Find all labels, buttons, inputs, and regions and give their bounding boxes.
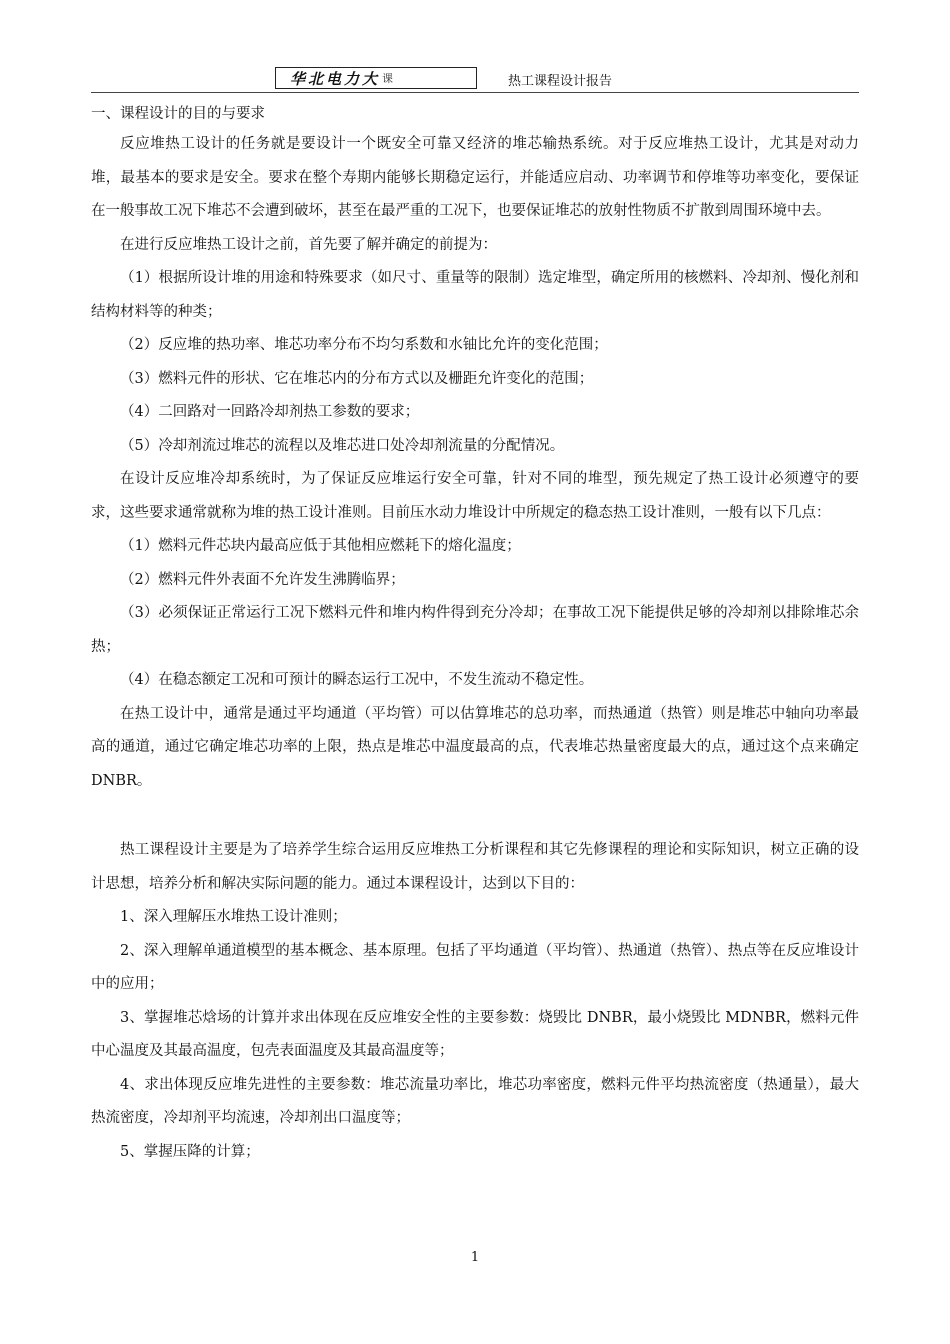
logo-text: 华北电力大: [290, 69, 381, 88]
list-item: 3、掌握堆芯焓场的计算并求出体现在反应堆安全性的主要参数：烧毁比 DNBR，最小烧毁比 MDNBR，燃料元件中心温度及其最高温度，包壳表面温度及其最高温度等；: [91, 1009, 859, 1059]
paragraph: 热工课程设计主要是为了培养学生综合运用反应堆热工分析课程和其它先修课程的理论和实际知识，树立正确的设计思想，培养分析和解决实际问题的能力。通过本课程设计，达到以下目的：: [91, 842, 859, 892]
paragraph: 在设计反应堆冷却系统时，为了保证反应堆运行安全可靠，针对不同的堆型，预先规定了热工设计必须遵守的要求，这些要求通常就称为堆的热工设计准则。目前压水动力堆设计中所规定的稳态热工设计准则，一般有以下几点：: [91, 471, 859, 521]
paragraph-gap: [91, 798, 859, 834]
list-item: （4）在稳态额定工况和可预计的瞬态运行工况中，不发生流动不稳定性。: [120, 672, 594, 688]
list-item: （1）燃料元件芯块内最高应低于其他相应燃耗下的熔化温度；: [120, 538, 521, 554]
list-item: 1、深入理解压水堆热工设计准则；: [120, 909, 347, 925]
list-item: （4）二回路对一回路冷却剂热工参数的要求；: [120, 404, 420, 420]
header-divider: [91, 92, 859, 93]
paragraph: 在进行反应堆热工设计之前，首先要了解并确定的前提为：: [120, 236, 497, 253]
list-item: 4、求出体现反应堆先进性的主要参数：堆芯流量功率比，堆芯功率密度，燃料元件平均热流密度（热通量），最大热流密度，冷却剂平均流速，冷却剂出口温度等；: [91, 1076, 859, 1126]
list-item: （3）必须保证正常运行工况下燃料元件和堆内构件得到充分冷却；在事故工况下能提供足够的冷却剂以排除堆芯余热；: [91, 605, 859, 655]
page-number: 1: [470, 1250, 480, 1265]
list-item: （5）冷却剂流过堆芯的流程以及堆芯进口处冷却剂流量的分配情况。: [120, 437, 565, 454]
paragraph: 在热工设计中，通常是通过平均通道（平均管）可以估算堆芯的总功率，而热通道（热管）则是堆芯中轴向功率最高的通道，通过它确定堆芯功率的上限，热点是堆芯中温度最高的点，代表堆芯热量密度最大的点，通过这个点来确定 DNBR。: [91, 705, 859, 789]
list-item: 5、掌握压降的计算；: [120, 1143, 260, 1160]
university-logo: [275, 67, 477, 89]
paragraph: 反应堆热工设计的任务就是要设计一个既安全可靠又经济的堆芯输热系统。对于反应堆热工设计，尤其是对动力堆，最基本的要求是安全。要求在整个寿期内能够长期稳定运行，并能适应启动、功率调节和停堆等功率变化，要保证在一般事故工况下堆芯不会遭到破坏，甚至在最严重的工况下，也要保证堆芯的放射性物质不扩散到周围环境中去。: [91, 136, 859, 219]
list-item: （3）燃料元件的形状、它在堆芯内的分布方式以及栅距允许变化的范围；: [120, 370, 594, 387]
report-header-title: 热工课程设计报告: [508, 74, 613, 89]
list-item: 2、深入理解单通道模型的基本概念、基本原理。包括了平均通道（平均管）、热通道（热管）、热点等在反应堆设计中的应用；: [91, 942, 859, 992]
logo-suffix: 课: [382, 72, 394, 85]
document-body: [91, 100, 859, 1169]
list-item: （2）燃料元件外表面不允许发生沸腾临界；: [120, 571, 405, 588]
list-item: （2）反应堆的热功率、堆芯功率分布不均匀系数和水铀比允许的变化范围；: [120, 337, 608, 353]
section-title: 一、课程设计的目的与要求: [91, 106, 265, 122]
list-item: （1）根据所设计堆的用途和特殊要求（如尺寸、重量等的限制）选定堆型，确定所用的核燃料、冷却剂、慢化剂和结构材料等的种类；: [91, 270, 859, 320]
